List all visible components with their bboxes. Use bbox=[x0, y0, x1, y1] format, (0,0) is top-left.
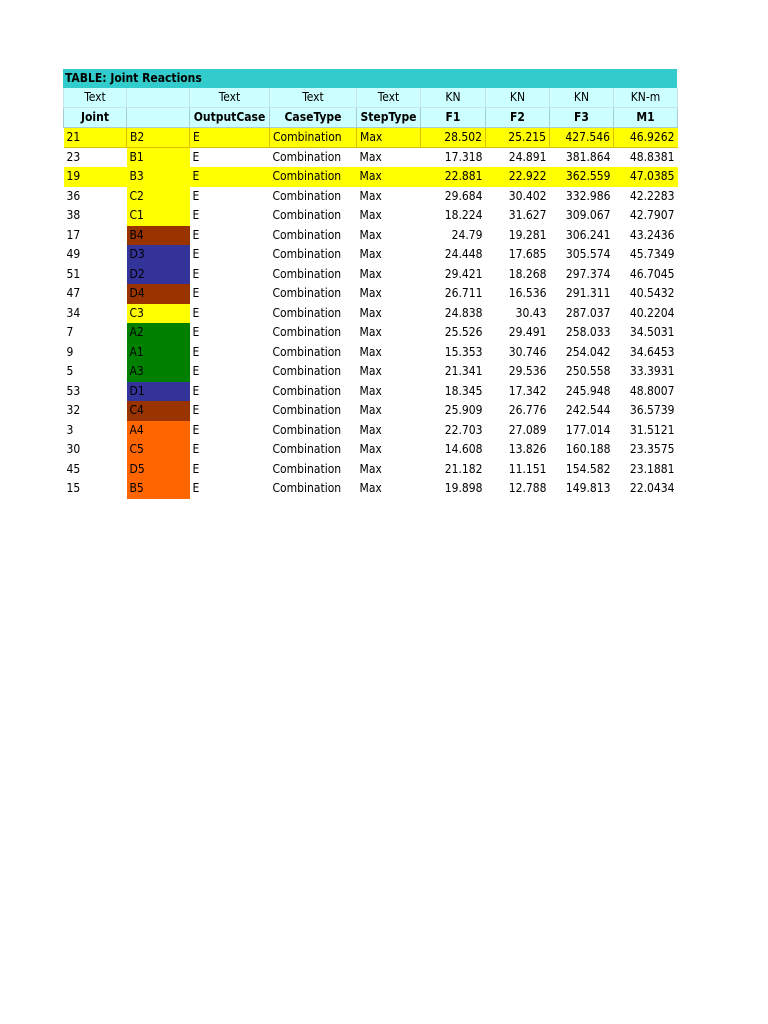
m1-cell[interactable]: 43.2436 bbox=[629, 227, 675, 242]
f2-cell[interactable]: 13.826 bbox=[508, 442, 547, 457]
f1-cell[interactable]: 24.79 bbox=[451, 227, 483, 242]
joint-cell[interactable]: 30 bbox=[66, 442, 81, 457]
m1-cell[interactable]: 46.9262 bbox=[614, 128, 678, 148]
member-label-cell[interactable]: A2 bbox=[127, 323, 190, 343]
joint-cell[interactable]: 21 bbox=[64, 128, 127, 148]
joint-cell[interactable]: 19 bbox=[64, 167, 127, 187]
units-row bbox=[64, 88, 678, 108]
joint-cell[interactable]: 5 bbox=[66, 364, 74, 379]
casetype-cell[interactable]: Combination bbox=[272, 266, 342, 281]
table-title: TABLE: Joint Reactions bbox=[63, 69, 677, 88]
joint-cell[interactable]: 47 bbox=[66, 286, 81, 301]
table-row bbox=[64, 128, 678, 148]
steptype-cell[interactable]: Max bbox=[357, 128, 421, 148]
f1-cell[interactable]: 22.703 bbox=[444, 422, 483, 437]
column-header-steptype[interactable]: StepType bbox=[357, 108, 421, 128]
outputcase-cell[interactable]: E bbox=[192, 150, 200, 164]
table-row bbox=[64, 226, 678, 246]
f2-cell[interactable]: 16.536 bbox=[508, 286, 547, 301]
m1-cell[interactable]: 45.7349 bbox=[629, 247, 675, 262]
joint-cell[interactable]: 45 bbox=[66, 461, 81, 476]
column-header-casetype[interactable]: CaseType bbox=[270, 108, 357, 128]
joint-cell[interactable]: 34 bbox=[66, 305, 81, 320]
f2-cell[interactable]: 24.891 bbox=[508, 150, 547, 164]
f1-cell[interactable]: 19.898 bbox=[444, 481, 483, 496]
f2-cell[interactable]: 11.151 bbox=[508, 461, 547, 476]
f1-cell[interactable]: 14.608 bbox=[444, 442, 483, 457]
joint-cell[interactable]: 7 bbox=[66, 325, 74, 340]
table-row bbox=[64, 284, 678, 304]
table-row bbox=[64, 265, 678, 285]
f3-cell[interactable]: 242.544 bbox=[565, 403, 611, 418]
casetype-cell[interactable]: Combination bbox=[272, 481, 342, 496]
steptype-cell[interactable]: Max bbox=[359, 344, 382, 359]
steptype-cell[interactable]: Max bbox=[359, 461, 382, 476]
casetype-cell[interactable]: Combination bbox=[272, 403, 342, 418]
m1-cell[interactable]: 40.5432 bbox=[629, 286, 675, 301]
joint-cell[interactable]: 23 bbox=[66, 150, 81, 164]
steptype-cell[interactable]: Max bbox=[359, 325, 382, 340]
m1-cell[interactable]: 47.0385 bbox=[614, 167, 678, 187]
f2-cell[interactable]: 29.536 bbox=[508, 364, 547, 379]
outputcase-cell[interactable]: E bbox=[192, 208, 200, 223]
casetype-cell[interactable]: Combination bbox=[272, 150, 342, 164]
joint-cell[interactable]: 9 bbox=[66, 344, 74, 359]
column-header-f2[interactable]: F2 bbox=[486, 108, 550, 128]
m1-cell[interactable]: 46.7045 bbox=[629, 266, 675, 281]
outputcase-cell[interactable]: E bbox=[192, 481, 200, 496]
steptype-cell[interactable]: Max bbox=[357, 167, 421, 187]
f2-cell[interactable]: 29.491 bbox=[508, 325, 547, 340]
column-header-m1[interactable]: M1 bbox=[614, 108, 678, 128]
steptype-cell[interactable]: Max bbox=[359, 364, 382, 379]
f1-cell[interactable]: 21.341 bbox=[444, 364, 483, 379]
column-header-outputcase[interactable]: OutputCase bbox=[190, 108, 270, 128]
steptype-cell[interactable]: Max bbox=[359, 305, 382, 320]
table-row bbox=[64, 440, 678, 460]
outputcase-cell[interactable]: E bbox=[192, 403, 200, 418]
joint-cell[interactable]: 49 bbox=[66, 247, 81, 262]
member-label-cell[interactable]: A4 bbox=[127, 421, 190, 441]
joint-cell[interactable]: 3 bbox=[66, 422, 74, 437]
f3-cell[interactable]: 250.558 bbox=[565, 364, 611, 379]
outputcase-cell[interactable]: E bbox=[192, 383, 200, 398]
casetype-cell[interactable]: Combination bbox=[272, 442, 342, 457]
f3-cell[interactable]: 154.582 bbox=[565, 461, 611, 476]
m1-cell[interactable]: 23.1881 bbox=[629, 461, 675, 476]
table-row bbox=[64, 206, 678, 226]
f1-cell[interactable]: 21.182 bbox=[444, 461, 483, 476]
steptype-cell[interactable]: Max bbox=[359, 286, 382, 301]
outputcase-cell[interactable]: E bbox=[192, 442, 200, 457]
f1-cell[interactable]: 22.881 bbox=[421, 167, 486, 187]
m1-cell[interactable]: 31.5121 bbox=[629, 422, 675, 437]
table-row bbox=[64, 343, 678, 363]
f2-cell[interactable]: 26.776 bbox=[508, 403, 547, 418]
unit-cell[interactable]: Text bbox=[270, 88, 357, 108]
unit-cell[interactable]: KN bbox=[486, 88, 550, 108]
column-header-label[interactable] bbox=[127, 108, 190, 128]
m1-cell[interactable]: 42.2283 bbox=[629, 188, 675, 203]
casetype-cell[interactable]: Combination bbox=[272, 325, 342, 340]
table-row bbox=[64, 304, 678, 324]
casetype-cell[interactable]: Combination bbox=[272, 247, 342, 262]
unit-cell[interactable]: Text bbox=[190, 88, 270, 108]
member-label-cell[interactable]: B3 bbox=[127, 167, 190, 187]
f3-cell[interactable]: 287.037 bbox=[565, 305, 611, 320]
table-row bbox=[64, 460, 678, 480]
table-row bbox=[64, 167, 678, 187]
outputcase-cell[interactable]: E bbox=[192, 364, 200, 379]
member-label-cell[interactable]: A3 bbox=[127, 362, 190, 382]
steptype-cell[interactable]: Max bbox=[359, 442, 382, 457]
m1-cell[interactable]: 34.6453 bbox=[629, 344, 675, 359]
outputcase-cell[interactable]: E bbox=[192, 325, 200, 340]
f3-cell[interactable]: 427.546 bbox=[550, 128, 614, 148]
member-label-cell[interactable]: B2 bbox=[127, 128, 190, 148]
f2-cell[interactable]: 19.281 bbox=[508, 227, 547, 242]
member-label-cell[interactable]: A1 bbox=[127, 343, 190, 363]
casetype-cell[interactable]: Combination bbox=[272, 208, 342, 223]
f2-cell[interactable]: 17.342 bbox=[508, 383, 547, 398]
steptype-cell[interactable]: Max bbox=[359, 383, 382, 398]
casetype-cell[interactable]: Combination bbox=[272, 422, 342, 437]
f1-cell[interactable]: 24.448 bbox=[444, 247, 483, 262]
table-row bbox=[64, 479, 678, 499]
f1-cell[interactable]: 15.353 bbox=[444, 344, 483, 359]
table-row bbox=[64, 421, 678, 441]
m1-cell[interactable]: 48.8381 bbox=[629, 150, 675, 164]
unit-cell[interactable]: Text bbox=[64, 88, 127, 108]
f2-cell[interactable]: 18.268 bbox=[508, 266, 547, 281]
f2-cell[interactable]: 30.746 bbox=[508, 344, 547, 359]
steptype-cell[interactable]: Max bbox=[359, 208, 382, 223]
unit-cell[interactable]: KN-m bbox=[614, 88, 678, 108]
m1-cell[interactable]: 34.5031 bbox=[629, 325, 675, 340]
f3-cell[interactable]: 362.559 bbox=[550, 167, 614, 187]
member-label-cell[interactable]: D5 bbox=[127, 460, 190, 480]
joint-cell[interactable]: 51 bbox=[66, 266, 81, 281]
steptype-cell[interactable]: Max bbox=[359, 247, 382, 262]
spreadsheet bbox=[63, 69, 677, 499]
casetype-cell[interactable]: Combination bbox=[272, 461, 342, 476]
m1-cell[interactable]: 40.2204 bbox=[629, 305, 675, 320]
f3-cell[interactable]: 149.813 bbox=[565, 481, 611, 496]
member-label-cell[interactable]: B1 bbox=[127, 148, 190, 168]
table-row bbox=[64, 187, 678, 207]
casetype-cell[interactable]: Combination bbox=[270, 128, 357, 148]
outputcase-cell[interactable]: E bbox=[192, 227, 200, 242]
f2-cell[interactable]: 31.627 bbox=[508, 208, 547, 223]
outputcase-cell[interactable]: E bbox=[192, 286, 200, 301]
f3-cell[interactable]: 254.042 bbox=[565, 344, 611, 359]
member-label-cell[interactable]: B4 bbox=[127, 226, 190, 246]
casetype-cell[interactable]: Combination bbox=[272, 383, 342, 398]
outputcase-cell[interactable]: E bbox=[192, 266, 200, 281]
f1-cell[interactable]: 18.224 bbox=[444, 208, 483, 223]
casetype-cell[interactable]: Combination bbox=[270, 167, 357, 187]
joint-cell[interactable]: 36 bbox=[66, 188, 81, 203]
header-row bbox=[64, 108, 678, 128]
table-row bbox=[64, 148, 678, 168]
f1-cell[interactable]: 26.711 bbox=[444, 286, 483, 301]
joint-cell[interactable]: 17 bbox=[66, 227, 81, 242]
member-label-cell[interactable]: C5 bbox=[127, 440, 190, 460]
joint-cell[interactable]: 38 bbox=[66, 208, 81, 223]
table-row bbox=[64, 362, 678, 382]
member-label-cell[interactable]: C3 bbox=[127, 304, 190, 324]
outputcase-cell[interactable]: E bbox=[192, 344, 200, 359]
column-header-joint[interactable]: Joint bbox=[64, 108, 127, 128]
steptype-cell[interactable]: Max bbox=[359, 266, 382, 281]
member-label-cell[interactable]: D2 bbox=[127, 265, 190, 285]
unit-cell[interactable]: Text bbox=[357, 88, 421, 108]
m1-cell[interactable]: 23.3575 bbox=[629, 442, 675, 457]
f2-cell[interactable]: 12.788 bbox=[508, 481, 547, 496]
f2-cell[interactable]: 17.685 bbox=[508, 247, 547, 262]
m1-cell[interactable]: 36.5739 bbox=[629, 403, 675, 418]
steptype-cell[interactable]: Max bbox=[359, 422, 382, 437]
outputcase-cell[interactable]: E bbox=[192, 305, 200, 320]
m1-cell[interactable]: 22.0434 bbox=[629, 481, 675, 496]
f3-cell[interactable]: 332.986 bbox=[565, 188, 611, 203]
column-header-f1[interactable]: F1 bbox=[421, 108, 486, 128]
member-label-cell[interactable]: B5 bbox=[127, 479, 190, 499]
steptype-cell[interactable]: Max bbox=[359, 403, 382, 418]
outputcase-cell[interactable]: E bbox=[192, 188, 200, 203]
f1-cell[interactable]: 25.526 bbox=[444, 325, 483, 340]
f3-cell[interactable]: 305.574 bbox=[565, 247, 611, 262]
outputcase-cell[interactable]: E bbox=[192, 422, 200, 437]
column-header-f3[interactable]: F3 bbox=[550, 108, 614, 128]
table-row bbox=[64, 245, 678, 265]
steptype-cell[interactable]: Max bbox=[359, 481, 382, 496]
f2-cell[interactable]: 27.089 bbox=[508, 422, 547, 437]
outputcase-cell[interactable]: E bbox=[190, 128, 270, 148]
f1-cell[interactable]: 25.909 bbox=[444, 403, 483, 418]
f3-cell[interactable]: 306.241 bbox=[565, 227, 611, 242]
m1-cell[interactable]: 33.3931 bbox=[629, 364, 675, 379]
f3-cell[interactable]: 309.067 bbox=[565, 208, 611, 223]
member-label-cell[interactable]: D4 bbox=[127, 284, 190, 304]
joint-cell[interactable]: 32 bbox=[66, 403, 81, 418]
f2-cell[interactable]: 30.402 bbox=[508, 188, 547, 203]
table-row bbox=[64, 382, 678, 402]
f3-cell[interactable]: 297.374 bbox=[565, 266, 611, 281]
unit-cell[interactable]: KN bbox=[550, 88, 614, 108]
steptype-cell[interactable]: Max bbox=[359, 150, 382, 164]
f1-cell[interactable]: 18.345 bbox=[444, 383, 483, 398]
member-label-cell[interactable]: C1 bbox=[127, 206, 190, 226]
m1-cell[interactable]: 48.8007 bbox=[629, 383, 675, 398]
member-label-cell[interactable]: C2 bbox=[127, 187, 190, 207]
table-body bbox=[64, 128, 678, 499]
joint-cell[interactable]: 15 bbox=[66, 481, 81, 496]
f1-cell[interactable]: 28.502 bbox=[421, 128, 486, 148]
outputcase-cell[interactable]: E bbox=[192, 461, 200, 476]
casetype-cell[interactable]: Combination bbox=[272, 286, 342, 301]
f1-cell[interactable]: 29.421 bbox=[444, 266, 483, 281]
f2-cell[interactable]: 25.215 bbox=[486, 128, 550, 148]
outputcase-cell[interactable]: E bbox=[190, 167, 270, 187]
joint-reactions-table bbox=[63, 88, 678, 499]
steptype-cell[interactable]: Max bbox=[359, 188, 382, 203]
joint-cell[interactable]: 53 bbox=[66, 383, 81, 398]
casetype-cell[interactable]: Combination bbox=[272, 188, 342, 203]
table-row bbox=[64, 401, 678, 421]
member-label-cell[interactable]: D1 bbox=[127, 382, 190, 402]
unit-cell[interactable]: KN bbox=[421, 88, 486, 108]
f3-cell[interactable]: 381.864 bbox=[565, 150, 611, 164]
f2-cell[interactable]: 22.922 bbox=[486, 167, 550, 187]
f3-cell[interactable]: 258.033 bbox=[565, 325, 611, 340]
member-label-cell[interactable]: C4 bbox=[127, 401, 190, 421]
casetype-cell[interactable]: Combination bbox=[272, 344, 342, 359]
casetype-cell[interactable]: Combination bbox=[272, 364, 342, 379]
outputcase-cell[interactable]: E bbox=[192, 247, 200, 262]
f1-cell[interactable]: 29.684 bbox=[444, 188, 483, 203]
unit-cell[interactable] bbox=[127, 88, 190, 108]
casetype-cell[interactable]: Combination bbox=[272, 305, 342, 320]
m1-cell[interactable]: 42.7907 bbox=[629, 208, 675, 223]
f2-cell[interactable]: 30.43 bbox=[515, 305, 547, 320]
steptype-cell[interactable]: Max bbox=[359, 227, 382, 242]
f3-cell[interactable]: 245.948 bbox=[565, 383, 611, 398]
f1-cell[interactable]: 17.318 bbox=[444, 150, 483, 164]
casetype-cell[interactable]: Combination bbox=[272, 227, 342, 242]
f3-cell[interactable]: 177.014 bbox=[565, 422, 611, 437]
f1-cell[interactable]: 24.838 bbox=[444, 305, 483, 320]
member-label-cell[interactable]: D3 bbox=[127, 245, 190, 265]
f3-cell[interactable]: 160.188 bbox=[565, 442, 611, 457]
f3-cell[interactable]: 291.311 bbox=[565, 286, 611, 301]
table-row bbox=[64, 323, 678, 343]
